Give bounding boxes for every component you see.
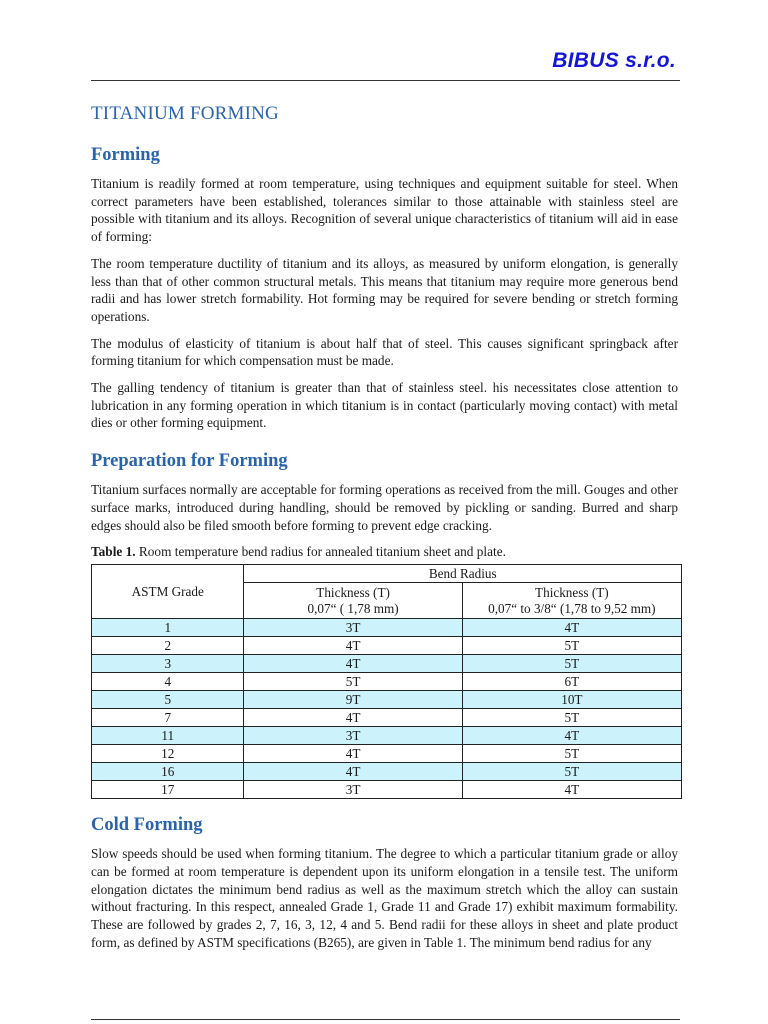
table-row [92, 619, 682, 637]
table-header-row [92, 565, 682, 583]
cell-thick: 10T [462, 691, 681, 709]
cell-grade: 7 [92, 709, 244, 727]
table-row [92, 637, 682, 655]
cell-thin: 9T [244, 691, 462, 709]
header-thickness-thick [462, 583, 681, 619]
cell-thin: 4T [244, 655, 462, 673]
table-row [92, 655, 682, 673]
section-cold-forming [91, 813, 678, 951]
paragraph: Titanium surfaces normally are acceptable for forming operations as received from the mill. Gouges and other surface marks, introduced during handling, should be removed by pickling or sanding. Burred and sharp edges should also be filed smooth before forming to prevent edge cracking. [91, 482, 678, 533]
footer-rule [91, 1019, 680, 1020]
table-row [92, 673, 682, 691]
company-brand: BIBUS s.r.o. [552, 49, 676, 72]
header-astm-grade: ASTM Grade [92, 565, 244, 619]
header-thickness-thick-line2: 0,07“ to 3/8“ (1,78 to 9,52 mm) [488, 600, 656, 616]
section-heading-preparation: Preparation for Forming [91, 451, 288, 472]
cell-grade: 3 [92, 655, 244, 673]
cell-thin: 4T [244, 709, 462, 727]
cell-thin: 3T [244, 727, 462, 745]
paragraph: The room temperature ductility of titanium and its alloys, as measured by uniform elongation, is generally less than that of other common structural metals. This means that titanium may require more generous bend radii and has lower stretch formability. Hot forming may be required for severe bending or stretch forming operations. [91, 255, 678, 324]
cell-grade: 17 [92, 781, 244, 799]
cell-thick: 5T [462, 655, 681, 673]
cell-thick: 4T [462, 727, 681, 745]
table-row [92, 745, 682, 763]
cell-grade: 1 [92, 619, 244, 637]
paragraph: Slow speeds should be used when forming titanium. The degree to which a particular titanium grade or alloy can be formed at room temperature is dependent upon its uniform elongation in a tensile test. The uniform elongation dictates the minimum bend radius as well as the maximum stretch which the alloy can sustain without fracturing. In this respect, annealed Grade 1, Grade 11 and Grade 17) exhibit maximum formability. These are followed by grades 2, 7, 16, 3, 12, 4 and 5. Bend radii for these alloys in sheet and plate product form, as defined by ASTM specifications (B265), are given in Table 1. The minimum bend radius for any [91, 846, 678, 950]
table-row [92, 727, 682, 745]
paragraph: The modulus of elasticity of titanium is about half that of steel. This causes significant springback after forming titanium for which compensation must be made. [91, 335, 678, 369]
cell-thin: 4T [244, 763, 462, 781]
cell-thick: 5T [462, 745, 681, 763]
header-thickness-thin [244, 583, 462, 619]
header-thickness-thin-line1: Thickness (T) [316, 584, 390, 600]
table-row [92, 709, 682, 727]
cell-grade: 16 [92, 763, 244, 781]
table-caption-text: Room temperature bend radius for annealed titanium sheet and plate. [135, 544, 506, 560]
cell-thick: 5T [462, 637, 681, 655]
cell-thick: 4T [462, 619, 681, 637]
table-row [92, 763, 682, 781]
document-title: TITANIUM FORMING [91, 103, 279, 124]
header-bend-radius: Bend Radius [244, 565, 682, 583]
table-caption-label: Table 1. [91, 544, 136, 560]
cell-thin: 5T [244, 673, 462, 691]
cell-thick: 5T [462, 763, 681, 781]
header-thickness-thick-line1: Thickness (T) [535, 584, 609, 600]
section-heading-cold-forming: Cold Forming [91, 815, 203, 836]
cell-grade: 2 [92, 637, 244, 655]
table-row [92, 691, 682, 709]
section-preparation [91, 449, 678, 534]
cell-thin: 3T [244, 781, 462, 799]
cell-thin: 4T [244, 745, 462, 763]
cell-thin: 3T [244, 619, 462, 637]
cell-thick: 4T [462, 781, 681, 799]
paragraph: Titanium is readily formed at room temperature, using techniques and equipment suitable for steel. When correct parameters have been established, tolerances similar to those attainable with stainless steel are possible with titanium and its alloys. Recognition of several unique characteristics of titanium will aid in ease of forming: [91, 176, 678, 245]
cell-thin: 4T [244, 637, 462, 655]
cell-thick: 6T [462, 673, 681, 691]
cell-grade: 4 [92, 673, 244, 691]
cell-grade: 11 [92, 727, 244, 745]
page-content [91, 102, 678, 960]
table-caption [91, 543, 678, 560]
cell-thick: 5T [462, 709, 681, 727]
table-row [92, 781, 682, 799]
section-heading-forming: Forming [91, 145, 160, 165]
section-forming [91, 143, 678, 432]
header-thickness-thin-line2: 0,07“ ( 1,78 mm) [307, 600, 399, 616]
paragraph: The galling tendency of titanium is greater than that of stainless steel. his necessitates close attention to lubrication in any forming operation in which titanium is in contact (particularly moving contact) with metal dies or other forming equipment. [91, 380, 678, 431]
cell-grade: 12 [92, 745, 244, 763]
cell-grade: 5 [92, 691, 244, 709]
bend-radius-table [91, 564, 682, 799]
header-rule [91, 80, 680, 81]
